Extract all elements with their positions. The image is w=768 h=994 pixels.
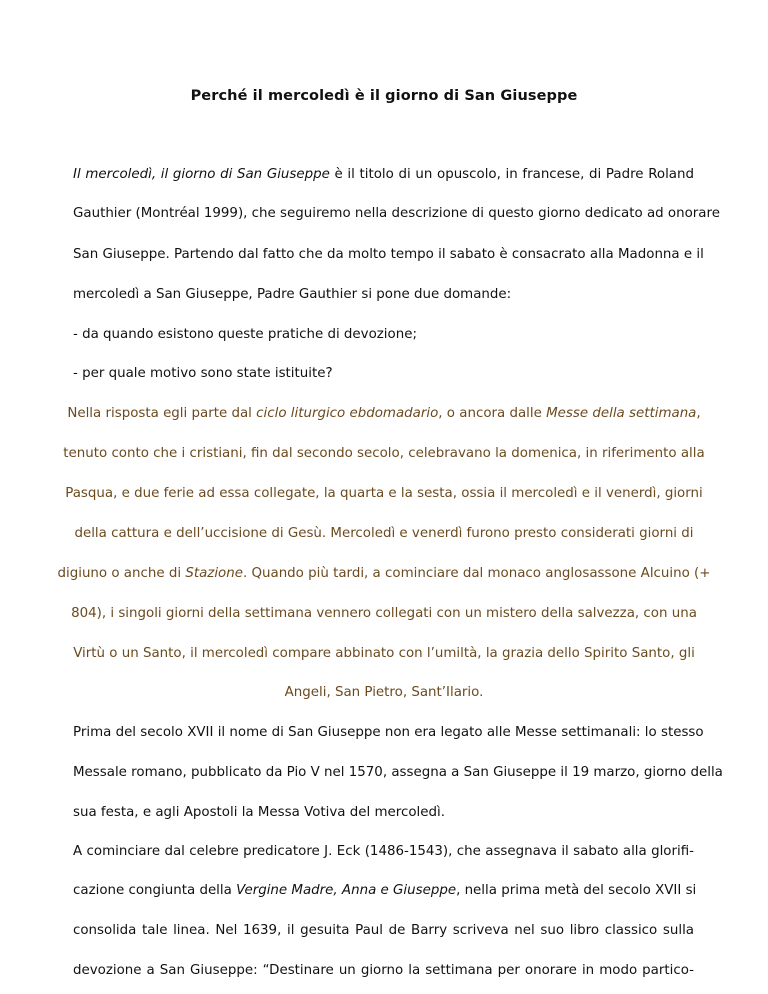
list-item: - da quando esistono queste pratiche di devozione; xyxy=(73,327,417,342)
paragraph-1-line-2: Gauthier (Montréal 1999), che seguiremo nella descrizione di questo giorno dedicato ad onorare xyxy=(73,206,720,221)
emphasis: Messe della settimana xyxy=(546,406,697,421)
text-span: è il titolo di un opuscolo, in francese, di Padre Roland xyxy=(329,167,695,182)
emphasis: Vergine Madre, Anna e Giuseppe xyxy=(236,883,457,898)
quote-line-5 xyxy=(40,565,728,583)
emphasis: ciclo liturgico ebdomadario xyxy=(256,406,439,421)
emphasis: Stazione xyxy=(185,566,243,581)
paragraph-2-line-1: Prima del secolo XVII il nome di San Giuseppe non era legato alle Messe settimanali: lo stesso xyxy=(73,725,704,740)
paragraph-1-line-1 xyxy=(73,166,694,184)
quote-line-3: Pasqua, e due ferie ad essa collegate, la quarta e la sesta, ossia il mercoledì e il venerdì, giorni xyxy=(65,486,703,501)
quote-line-8: Angeli, San Pietro, Sant’Ilario. xyxy=(284,685,484,700)
quote-line-1 xyxy=(40,405,728,423)
text-span: . Quando più tardi, a cominciare dal monaco anglosassone Alcuino (+ xyxy=(242,566,711,581)
quote-line-6: 804), i singoli giorni della settimana vennero collegati con un mistero della salvezza, con una xyxy=(71,606,697,621)
opuscolo-title: Il mercoledì, il giorno di San Giuseppe xyxy=(73,167,330,182)
page-title: Perché il mercoledì è il giorno di San Giuseppe xyxy=(190,88,578,104)
paragraph-3-line-4: devozione a San Giuseppe: “Destinare un giorno la settimana per onorare in modo partico- xyxy=(73,963,694,978)
text-span: , xyxy=(696,406,701,421)
paragraph-3-line-2 xyxy=(73,882,697,900)
text-span: Nella risposta egli parte dal xyxy=(67,406,257,421)
quote-line-7: Virtù o un Santo, il mercoledì compare abbinato con l’umiltà, la grazia dello Spirito Santo, gli xyxy=(73,646,695,661)
quote-line-2: tenuto conto che i cristiani, fin dal secondo secolo, celebravano la domenica, in riferimento alla xyxy=(63,446,705,461)
list-item: - per quale motivo sono state istituite? xyxy=(73,366,333,381)
text-span: , o ancora dalle xyxy=(438,406,547,421)
paragraph-2-line-3: sua festa, e agli Apostoli la Messa Votiva del mercoledì. xyxy=(73,805,445,820)
paragraph-1-line-3: San Giuseppe. Partendo dal fatto che da molto tempo il sabato è consacrato alla Madonna e il xyxy=(73,247,704,262)
paragraph-1-line-4: mercoledì a San Giuseppe, Padre Gauthier si pone due domande: xyxy=(73,287,512,302)
quote-line-4: della cattura e dell’uccisione di Gesù. Mercoledì e venerdì furono presto considerati giorni di xyxy=(74,526,694,541)
paragraph-3-line-3: consolida tale linea. Nel 1639, il gesuita Paul de Barry scriveva nel suo libro classico sulla xyxy=(73,923,694,938)
text-span: cazione congiunta della xyxy=(73,883,237,898)
text-span: , nella prima metà del secolo XVII si xyxy=(456,883,697,898)
paragraph-2-line-2: Messale romano, pubblicato da Pio V nel 1570, assegna a San Giuseppe il 19 marzo, giorno della xyxy=(73,765,723,780)
paragraph-3-line-1: A cominciare dal celebre predicatore J. Eck (1486-1543), che assegnava il sabato alla glorifi- xyxy=(73,844,694,859)
text-span: digiuno o anche di xyxy=(57,566,186,581)
